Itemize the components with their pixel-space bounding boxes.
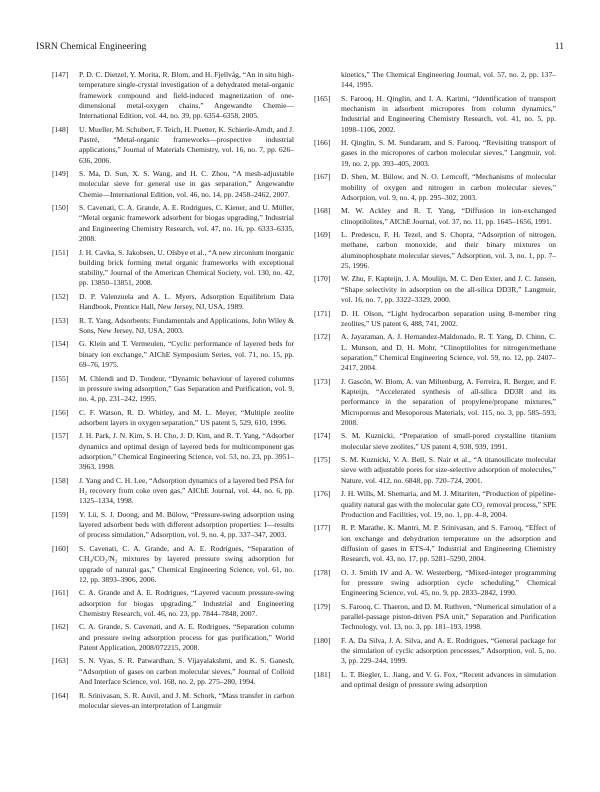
- reference-number: [153]: [52, 315, 69, 325]
- reference-entry: [314, 332, 556, 373]
- reference-number: [149]: [52, 169, 69, 179]
- reference-entry: [314, 206, 556, 227]
- reference-entry: [52, 691, 294, 712]
- reference-entry: [314, 172, 556, 203]
- reference-entry: [52, 408, 294, 429]
- reference-number: [160]: [52, 543, 69, 553]
- reference-entry: [314, 523, 556, 564]
- reference-number: [161]: [52, 588, 69, 598]
- reference-number: [162]: [52, 622, 69, 632]
- references-right-column: [314, 70, 556, 694]
- references-left-column: [52, 70, 294, 714]
- reference-number: [159]: [52, 509, 69, 519]
- reference-entry: [314, 455, 556, 486]
- reference-text: R. T. Yang, Adsorbents: Fundamentals and Applications, John Wiley & Sons, New Jersey, NJ, USA, 2003.: [79, 315, 294, 335]
- reference-text: J. H. Wills, M. Shemaria, and M. J. Mitariten, “Production of pipeline-quality natural gas with the molecular gate CO₂ removal process,” SPE Production and Facilities, vol. 19, no. 1, pp. 4–8, 2004.: [341, 489, 556, 519]
- reference-text: P. D. C. Dietzel, Y. Morita, R. Blom, and H. Fjellvåg, “An in situ high-temperature single-crystal investigation of a dehydrated metal-organic framework compound and field-induced magnetization of one-dimensional metal-oxygen chains,” Angewandte Chemie—International Edition, vol. 44, no. 39, pp. 6354–6358, 2005.: [79, 70, 294, 121]
- reference-number: [180]: [314, 635, 331, 645]
- reference-number: [181]: [314, 669, 331, 679]
- reference-entry: [52, 292, 294, 313]
- reference-entry: [52, 510, 294, 541]
- reference-entry: [52, 339, 294, 370]
- reference-text: O. J. Smith IV and A. W. Westerberg, “Mixed-integer programming for pressure swing adsorption cycle scheduling,” Chemical Engineering Science, vol. 45, no. 9, pp. 2833–2842, 1990.: [341, 567, 556, 598]
- reference-entry: [52, 203, 294, 244]
- reference-entry: [52, 248, 294, 289]
- reference-entry: [52, 656, 294, 687]
- reference-number: [157]: [52, 431, 69, 441]
- reference-entry: [52, 316, 294, 337]
- reference-entry: [314, 138, 556, 169]
- reference-number: [171]: [314, 308, 331, 318]
- reference-text: J. H. Park, J. N. Kim, S. H. Cho, J. D. Kim, and R. T. Yang, “Adsorber dynamics and optimal design of layered beds for multicomponent gas adsorption,” Chemical Engineering Science, vol. 53, no. 23, pp. 3951–3963, 1998.: [79, 431, 294, 472]
- reference-number: [165]: [314, 93, 331, 103]
- reference-entry: [52, 622, 294, 653]
- reference-entry: [314, 636, 556, 667]
- running-header: [36, 41, 564, 55]
- reference-text: J. Gascón, W. Blom, A. van Miltenburg, A. Ferreira, R. Berger, and F. Kapteijn, “Accelerated synthesis of all-silica DD3R and its performance in the separation of propylene/propane mixtures,” Microporous and Mesoporous Materials, vol. 115, no. 3, pp. 585–593, 2008.: [341, 376, 556, 427]
- reference-text: S. Cavenati, C. A. Grande, A. E. Rodrigues, C. Kiener, and U. Müller, “Metal organic framework adsorbent for biogas upgrading,” Industrial and Engineering Chemistry Research, vol. 47, no. 16, pp. 6333–6335, 2008.: [79, 203, 294, 244]
- reference-text: S. Ma, D. Sun, X. S. Wang, and H. C. Zhou, “A mesh-adjustable molecular sieve for general use in gas separation,” Angewandte Chemie—International Edition, vol. 46, no. 14, pp. 2458–2462, 2007.: [79, 169, 294, 199]
- reference-number: [154]: [52, 339, 69, 349]
- reference-entry: [52, 125, 294, 166]
- reference-entry: [314, 94, 556, 135]
- reference-number: [172]: [314, 332, 331, 342]
- reference-text: L. Predescu, F. H. Tezel, and S. Chopra, “Adsorption of nitrogen, methane, carbon monoxide, and their binary mixtures on aluminophosphate molecular sieves,” Adsorption, vol. 3, no. 1, pp. 7–25, 1996.: [341, 230, 556, 270]
- reference-number: [147]: [52, 70, 69, 79]
- reference-entry: [314, 568, 556, 599]
- reference-text: S. Cavenati, C. A. Grande, and A. E. Rodrigues, “Separation of CH₄/CO₂/N₂ mixtures by layered pressure swing adsorption for upgrade of natural gas,” Chemical Engineering Science, vol. 61, no. 12, pp. 3893–3906, 2006.: [79, 543, 294, 584]
- reference-text: G. Klein and T. Vermeulen, “Cyclic performance of layered beds for binary ion exchange,” AIChE Symposium Series, vol. 71, no. 15, pp. 69–76, 1975.: [79, 339, 294, 370]
- reference-number: [168]: [314, 206, 331, 216]
- reference-entry: [314, 489, 556, 520]
- reference-number: [173]: [314, 376, 331, 386]
- reference-entry: [314, 70, 556, 91]
- reference-number: [169]: [314, 230, 331, 240]
- reference-number: [164]: [52, 690, 69, 700]
- reference-text: R. Srinivasan, S. R. Auvil, and J. M. Schork, “Mass transfer in carbon molecular sieves-an interpretation of Langmuir: [79, 690, 294, 710]
- reference-text: M. Chlendi and D. Tondeur, “Dynamic behaviour of layered columns in pressure swing adsorption,” Gas Separation and Purification, vol. 9, no. 4, pp. 231–242, 1995.: [79, 373, 294, 404]
- reference-text: S. M. Kuznicki, V. A. Bell, S. Nair et al., “A titanosilicate molecular sieve with adjustable pores for size-selective adsorption of molecules,” Nature, vol. 412, no. 6848, pp. 720–724, 2001.: [341, 455, 556, 485]
- reference-text: S. Farooq, C. Thaeron, and D. M. Ruthven, “Numerical simulation of a parallel-passage piston-driven PSA unit,” Separation and Purification Technology, vol. 13, no. 3, pp. 181–193, 1998.: [341, 601, 556, 632]
- reference-number: [151]: [52, 247, 69, 257]
- reference-entry: [314, 274, 556, 305]
- reference-text: J. Yang and C. H. Lee, “Adsorption dynamics of a layered bed PSA for H₂ recovery from coke oven gas,” AIChE Journal, vol. 44, no. 6, pp. 1325–1334, 1998.: [79, 475, 294, 506]
- reference-number: [163]: [52, 656, 69, 666]
- reference-entry: [314, 431, 556, 452]
- reference-number: [167]: [314, 172, 331, 182]
- reference-text: Y. Lü, S. J. Doong, and M. Bülow, “Pressure-swing adsorption using layered adsorbent beds with different adsorption properties: I—results of process simulation,” Adsorption, vol. 9, no. 4, pp. 337–347, 2003.: [79, 509, 294, 540]
- reference-text: W. Zhu, F. Kapteijn, J. A. Moulijn, M. C. Den Exter, and J. C. Jansen, “Shape selectivity in adsorption on the all-silica DD3R,” Langmuir, vol. 16, no. 7, pp. 3322–3329, 2000.: [341, 274, 556, 305]
- reference-number: [176]: [314, 489, 331, 499]
- reference-entry: [314, 230, 556, 271]
- reference-text: S. Farooq, H. Qinglin, and I. A. Karimi, “Identification of transport mechanism in adsorbent micropores from column dynamics,” Industrial and Engineering Chemistry Research, vol. 41, no. 5, pp. 1098–1106, 2002.: [341, 93, 556, 134]
- reference-entry: [314, 602, 556, 633]
- reference-text: kinetics,” The Chemical Engineering Journal, vol. 57, no. 2, pp. 137–144, 1995.: [341, 70, 556, 90]
- reference-entry: [314, 377, 556, 428]
- reference-number: [175]: [314, 455, 331, 465]
- reference-text: R. P. Marathe, K. Mantri, M. P. Srinivasan, and S. Farooq, “Effect of ion exchange and dehydration temperature on the adsorption and diffusion of gases in ETS-4,” Industrial and Engineering Chemistry Research, vol. 43, no. 17, pp. 5281–5290, 2004.: [341, 523, 556, 564]
- reference-number: [148]: [52, 124, 69, 134]
- reference-number: [179]: [314, 601, 331, 611]
- page-number: 11: [554, 41, 564, 52]
- reference-text: M. W. Ackley and R. T. Yang, “Diffusion in ion-exchanged clinoptilolites,” AIChE Journal, vol. 37, no. 11, pp. 1645–1656, 1991.: [341, 206, 556, 226]
- reference-text: D. P. Valenzuela and A. L. Myers, Adsorption Equilibrium Data Handbook, Prentice Hall, New Jersey, NJ, USA, 1989.: [79, 291, 294, 312]
- reference-text: H. Qinglin, S. M. Sundaram, and S. Farooq, “Revisiting transport of gases in the micropores of carbon molecular sieves,” Langmuir, vol. 19, no. 2, pp. 393–405, 2003.: [341, 138, 556, 168]
- reference-text: S. N. Vyas, S. R. Patwardhan, S. Vijayalakshmi, and K. S. Ganesh, “Adsorption of gases on carbon molecular sieves,” Journal of Colloid And Interface Science, vol. 168, no. 2, pp. 275–280, 1994.: [79, 656, 294, 687]
- journal-title: ISRN Chemical Engineering: [36, 41, 147, 52]
- reference-text: F. A. Da Silva, J. A. Silva, and A. E. Rodrigues, “General package for the simulation of cyclic adsorption processes,” Adsorption, vol. 5, no. 3, pp. 229–244, 1999.: [341, 635, 556, 666]
- reference-text: C. A. Grande and A. E. Rodrigues, “Layered vacuum pressure-swing adsorption for biogas upgrading,” Industrial and Engineering Chemistry Research, vol. 46, no. 23, pp. 7844–7848, 2007.: [79, 588, 294, 618]
- reference-entry: [314, 670, 556, 691]
- reference-number: [177]: [314, 523, 331, 533]
- reference-number: [156]: [52, 407, 69, 417]
- reference-text: D. H. Olson, “Light hydrocarbon separation using 8-member ring zeolites,” US patent 6, 488, 741, 2002.: [341, 308, 556, 328]
- reference-text: A. Jayaraman, A. J. Hernandez-Maldonado, R. T. Yang, D. Chinn, C. L. Munson, and D. H. Mohr, “Clinoptilolites for nitrogen/methane separation,” Chemical Engineering Science, vol. 59, no. 12, pp. 2407–2417, 2004.: [341, 332, 556, 373]
- reference-entry: [52, 544, 294, 585]
- reference-text: U. Mueller, M. Schubert, F. Teich, H. Puetter, K. Schierle-Arndt, and J. Pastré, “Metal-organic frameworks—prospective industrial applications,” Journal of Materials Chemistry, vol. 16, no. 7, pp. 626–636, 2006.: [79, 124, 294, 165]
- reference-entry: [52, 476, 294, 507]
- reference-entry: [52, 70, 294, 121]
- reference-number: [174]: [314, 431, 331, 441]
- reference-entry: [314, 309, 556, 330]
- reference-number: [158]: [52, 475, 69, 485]
- reference-entry: [52, 169, 294, 200]
- reference-number: [150]: [52, 203, 69, 213]
- reference-number: [170]: [314, 274, 331, 284]
- reference-entry: [52, 374, 294, 405]
- reference-text: J. H. Cavka, S. Jakobsen, U. Olsbye et al., “A new zirconium inorganic building brick forming metal organic frameworks with exceptional stability,” Journal of the American Chemical Society, vol. 130, no. 42, pp. 13850–13851, 2008.: [79, 247, 294, 288]
- reference-text: C. A. Grande, S. Cavenati, and A. E. Rodrigues, “Separation column and pressure swing adsorption process for gas purification,” World Patent Application, 2008/072215, 2008.: [79, 622, 294, 652]
- reference-number: [178]: [314, 567, 331, 577]
- reference-number: [166]: [314, 138, 331, 148]
- reference-entry: [52, 431, 294, 472]
- reference-number: [152]: [52, 291, 69, 301]
- reference-text: L. T. Biegler, L. Jiang, and V. G. Fox, “Recent advances in simulation and optimal design of pressure swing adsorption: [341, 669, 556, 690]
- reference-text: C. F. Watson, R. D. Whitley, and M. L. Meyer, “Multiple zeolite adsorbent layers in oxygen separation,” US patent 5, 529, 610, 1996.: [79, 407, 294, 427]
- reference-number: [155]: [52, 373, 69, 383]
- reference-text: S. M. Kuznicki, “Preparation of small-pored crystalline titanium molecular sieve zeolites,” US patent 4, 938, 939, 1991.: [341, 431, 556, 451]
- reference-text: D. Shen, M. Bülow, and N. O. Lemcoff, “Mechanisms of molecular mobility of oxygen and nitrogen in carbon molecular sieves,” Adsorption, vol. 9, no. 4, pp. 295–302, 2003.: [341, 172, 556, 202]
- reference-entry: [52, 588, 294, 619]
